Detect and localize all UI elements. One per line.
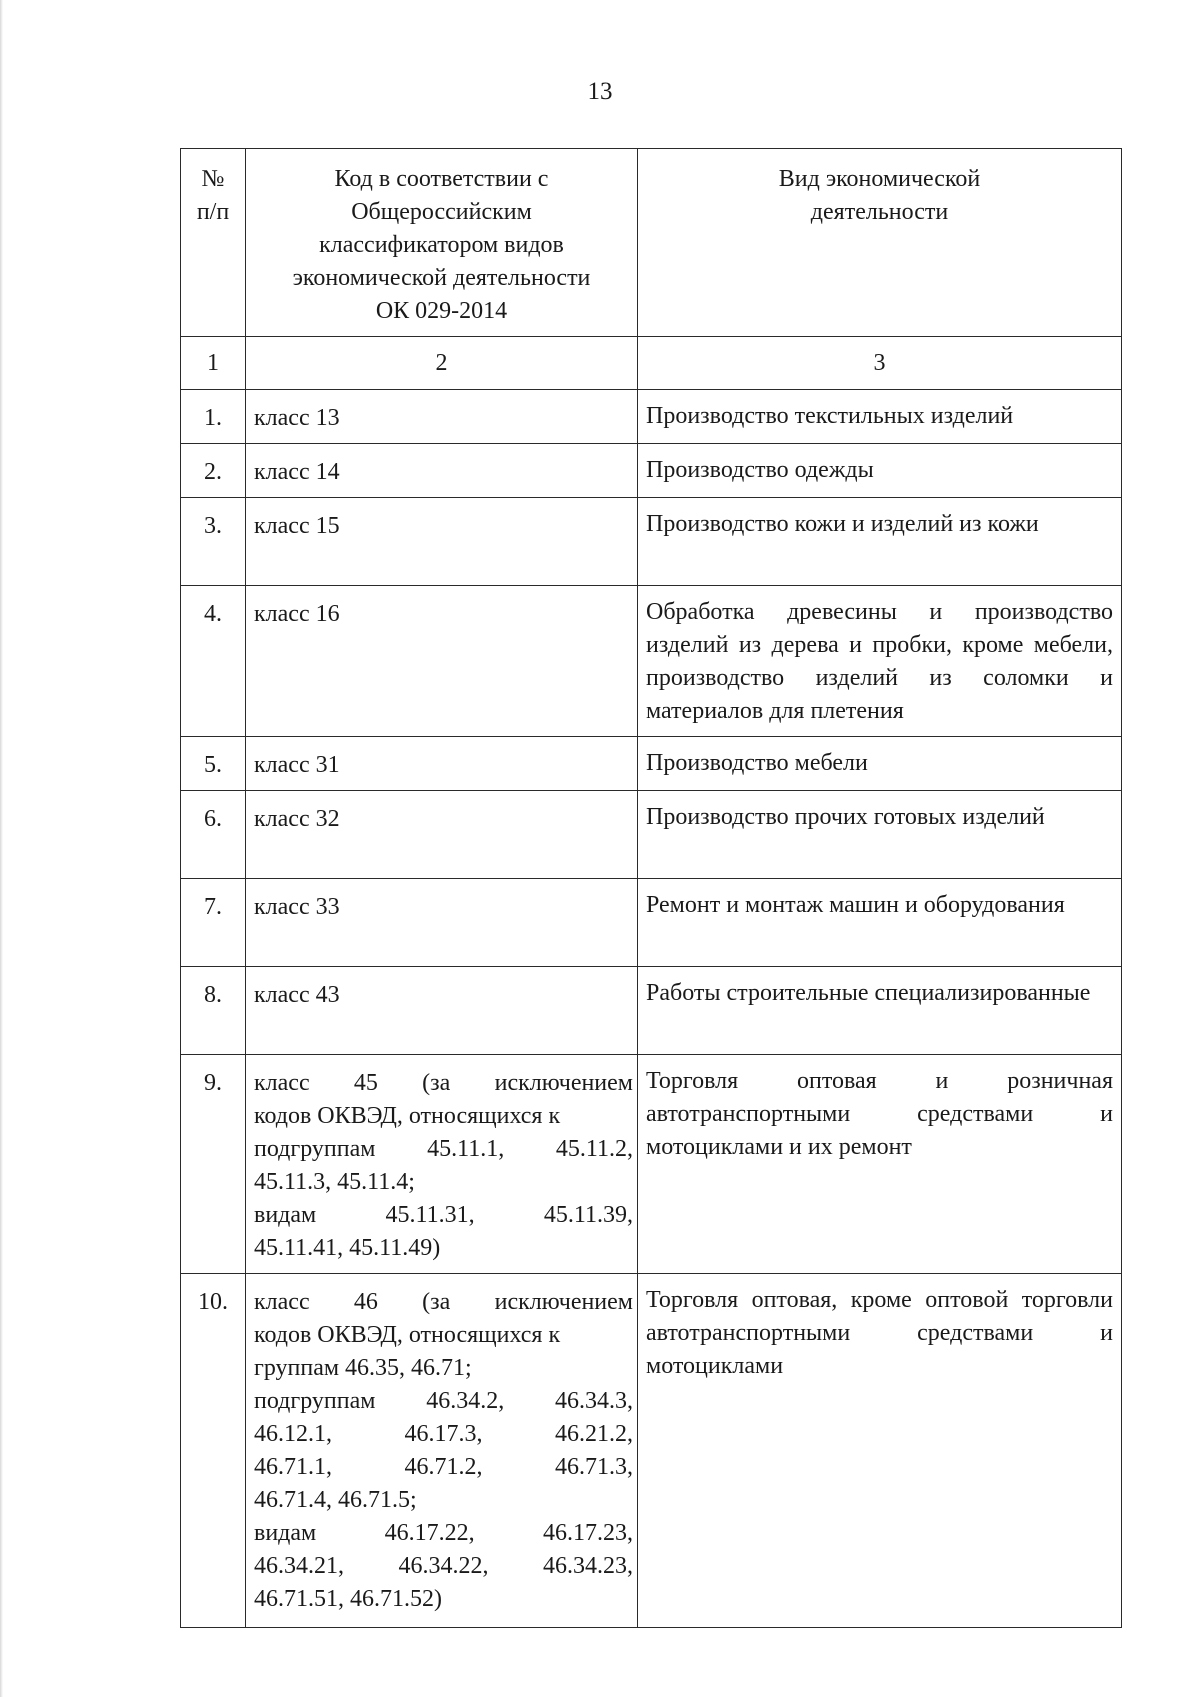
row-activity: Ремонт и монтаж машин и оборудования	[638, 879, 1122, 967]
row-code	[246, 737, 638, 791]
header-code-line: классификатором видов	[319, 232, 564, 258]
table-row	[181, 498, 1122, 586]
code-line: 46.71.51, 46.71.52)	[254, 1586, 442, 1612]
page-number: 13	[587, 78, 613, 105]
code-line: класс 43	[254, 982, 340, 1008]
activities-table	[180, 148, 1122, 1628]
row-number: 5.	[181, 737, 246, 791]
code-line: видам 46.17.22, 46.17.23,	[254, 1520, 633, 1546]
code-line: группам 46.35, 46.71;	[254, 1355, 472, 1381]
table-row	[181, 791, 1122, 879]
row-activity: Торговля оптовая и розничная автотранспортными средствами и мотоциклами и их ремонт	[638, 1055, 1122, 1274]
row-code	[246, 498, 638, 586]
header-code-line: Общероссийским	[351, 199, 532, 225]
code-line: 46.71.1, 46.71.2, 46.71.3,	[254, 1454, 633, 1480]
row-activity: Производство мебели	[638, 737, 1122, 791]
row-activity: Торговля оптовая, кроме оптовой торговли автотранспортными средствами и мотоциклами	[638, 1274, 1122, 1628]
header-code	[246, 149, 638, 337]
code-line: класс 45 (за исключением	[254, 1070, 633, 1096]
header-activity-line: деятельности	[810, 199, 949, 225]
code-line: класс 32	[254, 806, 340, 832]
row-number: 1.	[181, 390, 246, 444]
table-row	[181, 586, 1122, 737]
code-line: класс 31	[254, 752, 340, 778]
code-line: класс 46 (за исключением	[254, 1289, 633, 1315]
header-code-line: ОК 029-2014	[375, 298, 508, 324]
header-activity	[638, 149, 1122, 337]
row-code	[246, 444, 638, 498]
table-row	[181, 1055, 1122, 1274]
row-number: 6.	[181, 791, 246, 879]
row-activity: Работы строительные специализированные	[638, 967, 1122, 1055]
code-line: 45.11.3, 45.11.4;	[254, 1169, 415, 1195]
row-code	[246, 1055, 638, 1274]
table-row	[181, 390, 1122, 444]
header-code-line: Код в соответствии с	[334, 166, 549, 192]
row-number: 10.	[181, 1274, 246, 1628]
code-line: подгруппам 45.11.1, 45.11.2,	[254, 1136, 633, 1162]
table-header-row	[181, 149, 1122, 337]
row-code	[246, 586, 638, 737]
column-number: 1	[181, 337, 246, 390]
row-code	[246, 1274, 638, 1628]
code-line: класс 16	[254, 601, 340, 627]
code-line: 46.71.4, 46.71.5;	[254, 1487, 417, 1513]
row-activity: Производство одежды	[638, 444, 1122, 498]
header-number-line: п/п	[196, 199, 230, 225]
code-line: 45.11.41, 45.11.49)	[254, 1235, 441, 1261]
table-row	[181, 737, 1122, 791]
row-number: 7.	[181, 879, 246, 967]
header-activity-line: Вид экономической	[778, 166, 981, 192]
row-activity: Обработка древесины и производство изделий из дерева и пробки, кроме мебели, производство изделий из соломки и материалов для плетения	[638, 586, 1122, 737]
row-code	[246, 791, 638, 879]
column-number: 2	[246, 337, 638, 390]
column-number-row	[181, 337, 1122, 390]
code-line: подгруппам 46.34.2, 46.34.3,	[254, 1388, 633, 1414]
row-number: 8.	[181, 967, 246, 1055]
page-left-edge	[0, 0, 3, 1697]
code-line: класс 14	[254, 459, 340, 485]
code-line: класс 33	[254, 894, 340, 920]
code-line: кодов ОКВЭД, относящихся к	[254, 1103, 561, 1129]
code-line: видам 45.11.31, 45.11.39,	[254, 1202, 633, 1228]
code-line: 46.12.1, 46.17.3, 46.21.2,	[254, 1421, 633, 1447]
table-row	[181, 879, 1122, 967]
row-activity: Производство прочих готовых изделий	[638, 791, 1122, 879]
header-number-line: №	[201, 166, 225, 192]
header-code-line: экономической деятельности	[292, 265, 591, 291]
row-number: 9.	[181, 1055, 246, 1274]
column-number: 3	[638, 337, 1122, 390]
row-number: 2.	[181, 444, 246, 498]
row-number: 3.	[181, 498, 246, 586]
code-line: класс 13	[254, 405, 340, 431]
row-code	[246, 390, 638, 444]
row-number: 4.	[181, 586, 246, 737]
code-line: 46.34.21, 46.34.22, 46.34.23,	[254, 1553, 633, 1579]
table-row	[181, 444, 1122, 498]
row-activity: Производство текстильных изделий	[638, 390, 1122, 444]
code-line: кодов ОКВЭД, относящихся к	[254, 1322, 561, 1348]
row-code	[246, 879, 638, 967]
table-row	[181, 1274, 1122, 1628]
row-code	[246, 967, 638, 1055]
code-line: класс 15	[254, 513, 340, 539]
header-number	[181, 149, 246, 337]
row-activity: Производство кожи и изделий из кожи	[638, 498, 1122, 586]
table-row	[181, 967, 1122, 1055]
